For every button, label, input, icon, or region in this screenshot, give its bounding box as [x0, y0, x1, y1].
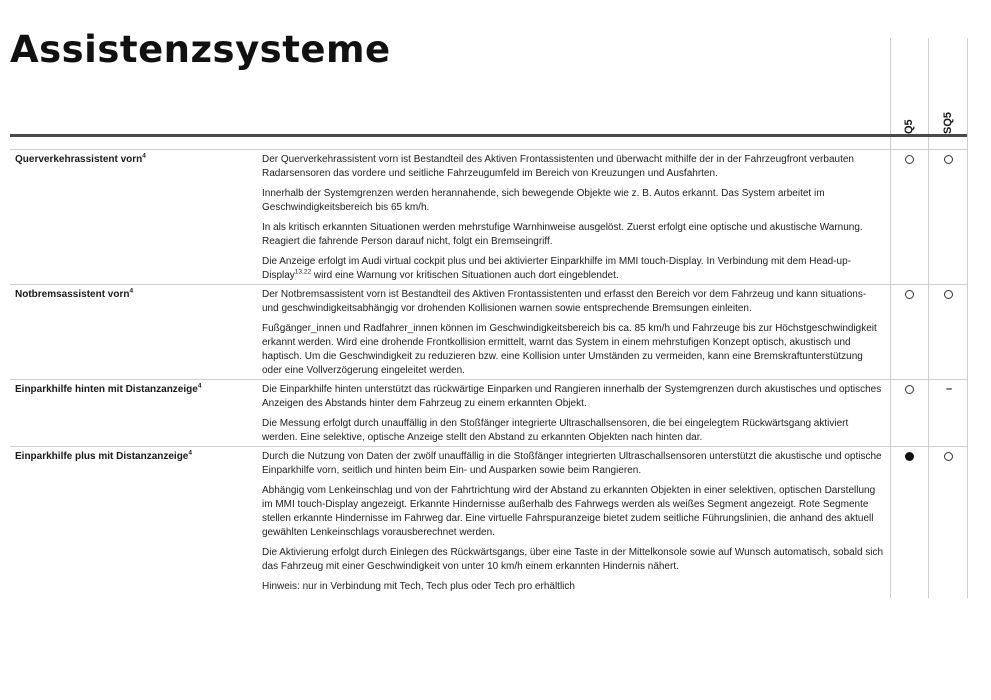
- row-divider: [10, 284, 967, 285]
- feature-description: Der Notbremsassistent vorn ist Bestandteil des Aktiven Frontassistenten und erfasst den Bereich vor dem Fahrzeug und kann situations- und geschwindigkeitsabhängig vor drohenden Kollisionen warnen sowie entsprechende Bremsungen einleiten. Fußgänger_innen und Radfahrer_innen können im Geschwindigkeitsbereich bis ca. 85 km/h und Fahrzeuge bis zur Höchstgeschwindigkeit erkannt werden. Wird eine drohende Frontkollision ermittelt, warnt das System in einem mehrstufigen Konzept optisch, akustisch und haptisch. Um die Geschwindigkeit zu reduzieren bzw. eine Kollision unter Umständen zu vermeiden, kann eine Bremskraftunterstützung oder eine Vollverzögerung eingeleitet werden.: [262, 289, 877, 376]
- availability-optional-icon: [944, 452, 953, 461]
- row-divider: [10, 149, 967, 150]
- availability-optional-icon: [944, 290, 953, 299]
- header-rule: [10, 134, 967, 137]
- feature-name: Einparkhilfe plus mit Distanzanzeige$^4$: [15, 449, 192, 462]
- feature-description: Durch die Nutzung von Daten der zwölf unauffällig in die Stoßfänger integrierten Ultraschallsensoren unterstützt die akustische und optische Einparkhilfe vorn, seitlich und hinten beim Ein- und Ausparken sowie beim Rangieren. Abhängig vom Lenkeinschlag und von der Fahrtrichtung wird der Abstand zu erkannten Objekten in einer selektiven, optischen Darstellung im MMI touch-Display angezeigt. Erkannte Hindernisse außerhalb des Fahrwegs werden als weißes Segment angezeigt. Rote Segmente stellen erkannte Hindernisse im Fahrweg dar. Eine virtuelle Fahrspuranzeige bietet zudem seitliche Führungslinien, die anhand des aktuell gewählten Lenkeinschlags vorausberechnet werden. Die Aktivierung erfolgt durch Einlegen des Rückwärtsgangs, über eine Taste in der Mittelkonsole sowie auf Wunsch automatisch, sobald sich das Fahrzeug mit einer Geschwindigkeit von unter 10 km/h einem erkannten Hindernis nähert. Hinweis: nur in Verbindung mit Tech, Tech plus oder Tech pro erhältlich: [262, 451, 884, 592]
- row-divider: [10, 446, 967, 447]
- feature-name: Notbremsassistent vorn$^4$: [15, 287, 134, 300]
- availability-optional-icon: [905, 290, 914, 299]
- column-header-sq5: SQ5: [942, 111, 954, 134]
- availability-optional-icon: [944, 155, 953, 164]
- availability-optional-icon: [905, 385, 914, 394]
- feature-name: Einparkhilfe hinten mit Distanzanzeige$^4$: [15, 382, 202, 395]
- feature-description: Die Einparkhilfe hinten unterstützt das rückwärtige Einparken und Rangieren innerhalb der Systemgrenzen durch akustisches und optisches Anzeigen des Abstands hinter dem Fahrzeug zu einem erkannten Objekt. Die Messung erfolgt durch unauffällig in den Stoßfänger integrierte Ultraschallsensoren, die bei eingelegtem Rückwärtsgang aktiviert werden. Eine selektive, optische Anzeige stellt den Abstand zu erkannten Objekten nach hinten dar.: [262, 384, 882, 443]
- column-divider: [890, 38, 891, 598]
- column-divider: [928, 38, 929, 598]
- not-available-dash: –: [945, 383, 953, 395]
- row-divider: [10, 379, 967, 380]
- column-divider: [967, 38, 968, 598]
- page-title: Assistenzsysteme: [10, 28, 391, 71]
- feature-name: Querverkehrassistent vorn$^4$: [15, 152, 146, 165]
- availability-optional-icon: [905, 155, 914, 164]
- availability-standard-icon: [905, 452, 914, 461]
- feature-description: Der Querverkehrassistent vorn ist Bestandteil des Aktiven Frontassistenten und überwacht mithilfe der in der Fahrzeugfront verbauten Radarsensoren das vordere und seitliche Fahrzeugumfeld im Bereich von Kreuzungen und Ausfahrten. Innerhalb der Systemgrenzen werden herannahende, sich bewegende Objekte wie z. B. Autos erkannt. Das System arbeitet im Geschwindigkeitsbereich bis 65 km/h. In als kritisch erkannten Situationen werden mehrstufige Warnhinweise ausgelöst. Zuerst erfolgt eine optische und akustische Warnung. Reagiert die fahrende Person darauf nicht, folgt ein Bremseingriff. Die Anzeige erfolgt im Audi virtual cockpit plus und bei aktivierter Einparkhilfe im MMI touch-Display. In Verbindung mit dem Head-up-Display$^{13,22}$ wird eine Warnung vor kritischen Situationen auch dort eingeblendet.: [262, 154, 863, 281]
- column-header-q5: Q5: [903, 119, 915, 134]
